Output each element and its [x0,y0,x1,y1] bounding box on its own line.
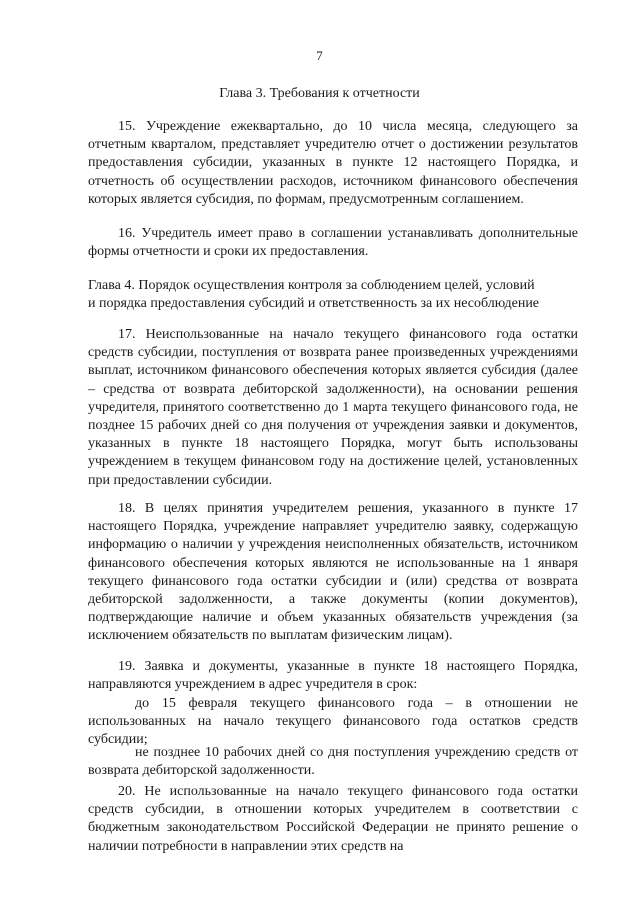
chapter-4-title-line-1: Глава 4. Порядок осуществления контроля за соблюдением целей, условий [88,278,535,293]
paragraph-18: 18. В целях принятия учредителем решения, указанного в пункте 17 настоящего Порядка, учреждение направляет учредителю заявку, содержащую информацию о наличии у учреждения неисполненных обязательств, источником финансового обеспечения которых являются не использованные на 1 января текущего финансового года остатки субсидии и (или) средства от возврата дебиторской задолженности, а также документы (копии документов), подтверждающие наличие и объем указанных обязательств учреждения (за исключением обязательств по выплатам физическим лицам). [88,501,578,644]
paragraph-19-item-2: не позднее 10 рабочих дней со дня поступления учреждению средств от возврата дебиторской задолженности. [88,745,578,779]
paragraph-20: 20. Не использованные на начало текущего финансового года остатки средств субсидии, в отношении которых учредителем в соответствии с бюджетным законодательством Российской Федерации не принято решение о наличии потребности в направлении этих средств на [88,784,578,854]
paragraph-19: 19. Заявка и документы, указанные в пункте 18 настоящего Порядка, направляются учреждением в адрес учредителя в срок: [88,659,578,693]
chapter-4-title [88,277,578,313]
paragraph-17: 17. Неиспользованные на начало текущего финансового года остатки средств субсидии, поступления от возврата ранее произведенных учреждениями выплат, источником финансового обеспечения которых является субсидия (далее – средства от возврата дебиторской задолженности), на основании решения учредителя, принятого соответственно до 1 марта текущего финансового года, не позднее 15 рабочих дней со дня получения от учреждения заявки и документов, указанных в пункте 18 настоящего Порядка, могут быть использованы учреждением в текущем финансовом году на достижение целей, установленных при предоставлении субсидии. [88,327,578,488]
chapter-3-title: Глава 3. Требования к отчетности [219,86,420,101]
paragraph-19-item-1: до 15 февраля текущего финансового года – в отношении не использованных на начало текущего финансового года остатков средств субсидии; [88,696,578,748]
page-number: 7 [316,48,323,63]
paragraph-16: 16. Учредитель имеет право в соглашении устанавливать дополнительные формы отчетности и сроки их предоставления. [88,226,578,260]
chapter-4-title-line-2: и порядка предоставления субсидий и ответственность за их несоблюдение [88,296,540,311]
paragraph-15: 15. Учреждение ежеквартально, до 10 числа месяца, следующего за отчетным кварталом, представляет учредителю отчет о достижении результатов предоставления субсидии, указанных в пункте 12 настоящего Порядка, и отчетность об осуществлении расходов, источником финансового обеспечения которых является субсидия, по формам, предусмотренным соглашением. [88,119,578,207]
